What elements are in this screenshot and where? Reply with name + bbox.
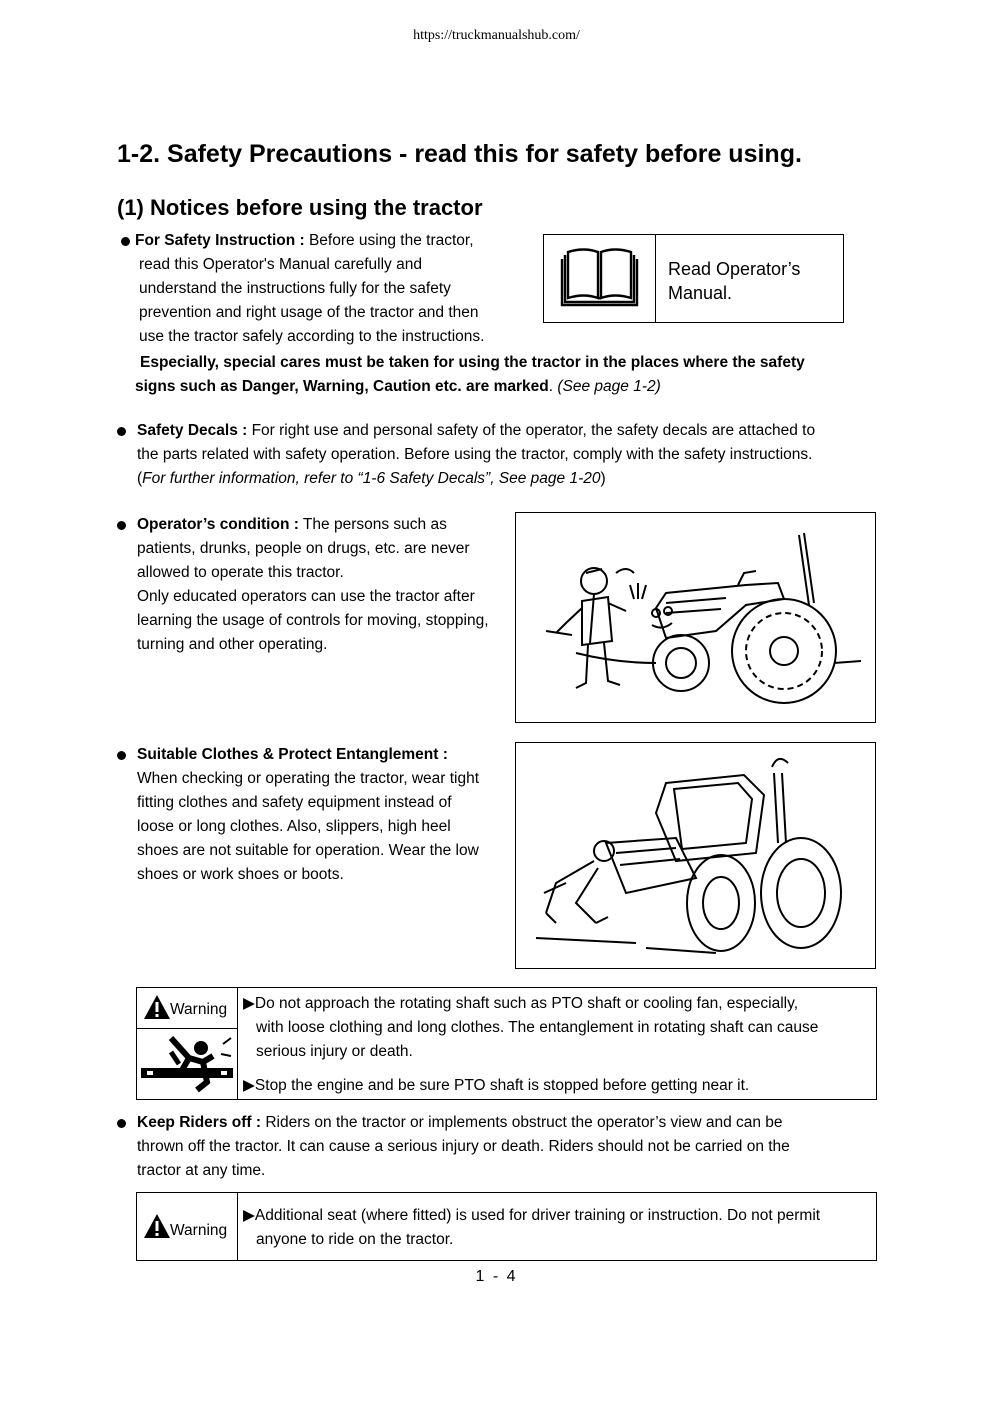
triangle-marker-icon: ▶ <box>243 1207 255 1224</box>
entanglement-pictogram-icon <box>141 1032 233 1094</box>
warning-icon-cell <box>137 988 238 1099</box>
warning-icon-cell <box>137 1193 238 1260</box>
read-manual-box <box>543 234 844 323</box>
warning-pto-text: ▶Do not approach the rotating shaft such as PTO shaft or cooling fan, especially, with loose clothing and long clothes. The entanglement in rotating shaft can cause serious injury or death. ▶Stop the engine and be sure PTO shaft is stopped before getting near it. <box>243 995 819 1094</box>
bullet <box>117 751 126 760</box>
operator-condition-label: Operator’s condition : <box>137 516 299 533</box>
safety-decals-text: Safety Decals : For right use and personal safety of the operator, the safety decals are attached to the parts related with safety operation. Before using the tractor, comply with the safety instructions. (For further information, refer to “1-6 Safety Decals”, See page 1-20) <box>137 422 816 487</box>
bullet <box>117 521 126 530</box>
triangle-marker-icon: ▶ <box>243 995 255 1012</box>
drunk-operator-illustration <box>515 512 876 723</box>
safety-instruction-text: For Safety Instruction : Before using the tractor, read this Operator's Manual carefully and understand the instructions fully for the safety prevention and right usage of the tractor and then use the tractor safely according to the instructions. <box>135 232 485 345</box>
entanglement-image <box>516 743 875 968</box>
warning-label: Warning <box>170 1222 228 1239</box>
triangle-marker-icon: ▶ <box>243 1077 255 1094</box>
warning-label: Warning <box>170 1001 228 1018</box>
warning-riders-text: ▶Additional seat (where fitted) is used for driver training or instruction. Do not permit anyone to ride on the tractor. <box>243 1207 821 1248</box>
entanglement-illustration <box>515 742 876 969</box>
page-number: 1 - 4 <box>475 1268 518 1285</box>
safety-decals-label: Safety Decals : <box>137 422 248 439</box>
drunk-operator-image <box>516 513 875 722</box>
warning-triangle-icon <box>143 1213 171 1239</box>
book-icon <box>544 235 655 322</box>
safety-instruction-label: For Safety Instruction : <box>135 232 305 249</box>
bullet <box>117 427 126 436</box>
clothes-label: Suitable Clothes & Protect Entanglement : <box>137 746 448 763</box>
section-title: (1) Notices before using the tractor <box>117 195 483 220</box>
warning-triangle-icon <box>143 994 171 1020</box>
header-url: https://truckmanualshub.com/ <box>413 28 580 43</box>
operator-condition-text: Operator’s condition : The persons such as patients, drunks, people on drugs, etc. are never allowed to operate this tractor. Only educated operators can use the tractor after learning the usage of controls for moving, stopping, turning and other operating. <box>137 516 489 653</box>
see-page-ref: (See page 1-2) <box>557 378 661 395</box>
book-icon-cell <box>544 235 656 322</box>
bullet <box>121 237 130 246</box>
warning-box-pto <box>136 987 877 1100</box>
read-manual-label: Read Operator’s Manual. <box>668 259 801 303</box>
riders-label: Keep Riders off : <box>137 1114 262 1131</box>
riders-text: Keep Riders off : Riders on the tractor or implements obstruct the operator’s view and can be thrown off the tractor. It can cause a serious injury or death. Riders should not be carried on the tractor at any time. <box>137 1114 790 1179</box>
clothes-text: Suitable Clothes & Protect Entanglement : When checking or operating the tractor, wear tight fitting clothes and safety equipment instead of loose or long clothes. Also, slippers, high heel shoes are not suitable for operation. Wear the low shoes or work shoes or boots. <box>137 746 480 883</box>
bullet <box>117 1119 126 1128</box>
warning-box-riders <box>136 1192 877 1261</box>
safety-instruction-emphasis: Especially, special cares must be taken for using the tractor in the places where the safety signs such as Danger, Warning, Caution etc. are marked. (See page 1-2) <box>135 354 805 395</box>
page-title: 1-2. Safety Precautions - read this for safety before using. <box>117 140 802 168</box>
